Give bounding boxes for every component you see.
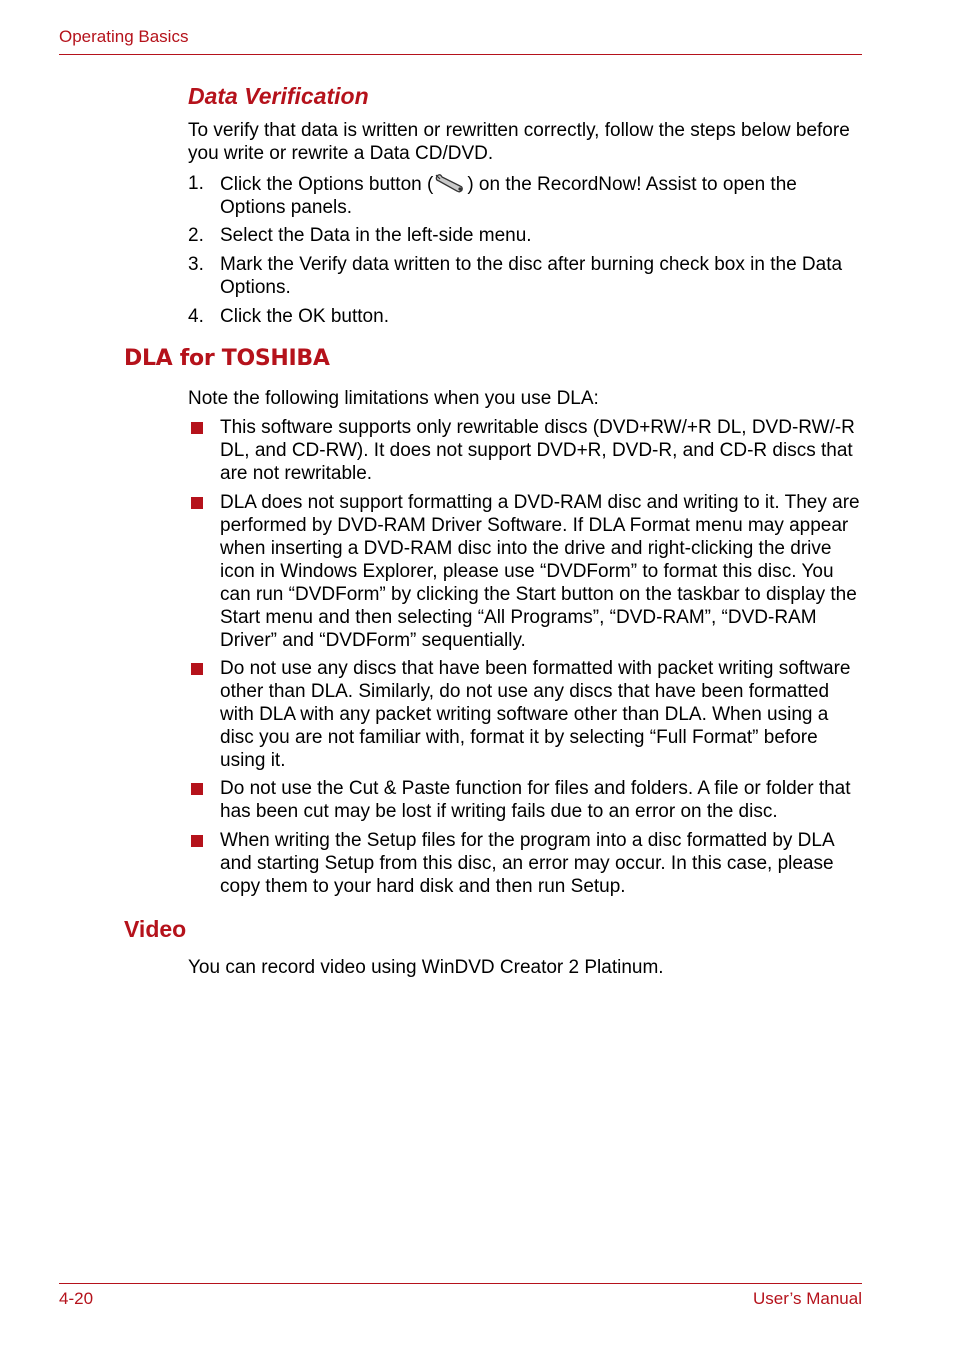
square-bullet-icon: [191, 835, 203, 847]
square-bullet-icon: [191, 422, 203, 434]
square-bullet-icon: [191, 663, 203, 675]
heading-data-verification: Data Verification: [188, 83, 369, 109]
bullet-text: Do not use any discs that have been formatted with packet writing software other than DLA. Similarly, do not use any discs that have been formatted with DLA with any packet writing software other than DLA. When using a disc you are not familiar with, format it by selecting “Full Format” before using it.: [220, 658, 851, 771]
bullet-text: DLA does not support formatting a DVD-RAM disc and writing to it. They are performed by DVD-RAM Driver Software. If DLA Format menu may appear when inserting a DVD-RAM disc into the drive and right-clicking the drive icon in Windows Explorer, please use “DVDForm” to format this disc. You can run “DVDForm” by clicking the Start button on the taskbar to display the Start menu and then selecting “All Programs”, “DVD-RAM”, “DVD-RAM Driver” and “DVDForm” sequentially.: [220, 492, 860, 651]
step-number: 4.: [188, 306, 204, 327]
manual-title: User’s Manual: [753, 1289, 862, 1308]
step-text: Mark the Verify data written to the disc after burning check box in the Data Options.: [220, 254, 843, 298]
step-text-after: ) on the RecordNow! Assist to open the Options panels.: [220, 174, 797, 218]
step-number: 3.: [188, 254, 204, 275]
step-number: 1.: [188, 173, 204, 194]
page-number: 4-20: [59, 1289, 94, 1308]
heading-dla-for-toshiba: DLA for TOSHIBA: [124, 346, 330, 371]
bullet-text: When writing the Setup files for the program into a disc formatted by DLA and starting Setup from this disc, an error may occur. In this case, please copy them to your hard disk and then run Setup.: [220, 830, 834, 897]
step-text: Click the OK button.: [220, 306, 389, 327]
wrench-icon: [433, 172, 467, 194]
dla-intro: Note the following limitations when you use DLA:: [188, 388, 599, 409]
square-bullet-icon: [191, 497, 203, 509]
video-text: You can record video using WinDVD Creator 2 Platinum.: [188, 957, 664, 978]
section-title: Operating Basics: [59, 27, 189, 46]
bullet-text: Do not use the Cut & Paste function for files and folders. A file or folder that has been cut may be lost if writing fails due to an error on the disc.: [220, 778, 851, 822]
bullet-text: This software supports only rewritable discs (DVD+RW/+R DL, DVD-RW/-R DL, and CD-RW). It does not support DVD+R, DVD-R, and CD-R discs that are not rewritable.: [220, 417, 855, 484]
step-number: 2.: [188, 225, 204, 246]
footer-rule: [59, 1283, 862, 1284]
step-text-before: Click the Options button (: [220, 174, 434, 195]
heading-video: Video: [124, 916, 187, 942]
step-text: [220, 172, 860, 219]
step-text: Select the Data in the left-side menu.: [220, 225, 532, 246]
header-rule: [59, 54, 862, 55]
data-verification-intro: To verify that data is written or rewritten correctly, follow the steps below before you write or rewrite a Data CD/DVD.: [188, 120, 850, 164]
square-bullet-icon: [191, 783, 203, 795]
